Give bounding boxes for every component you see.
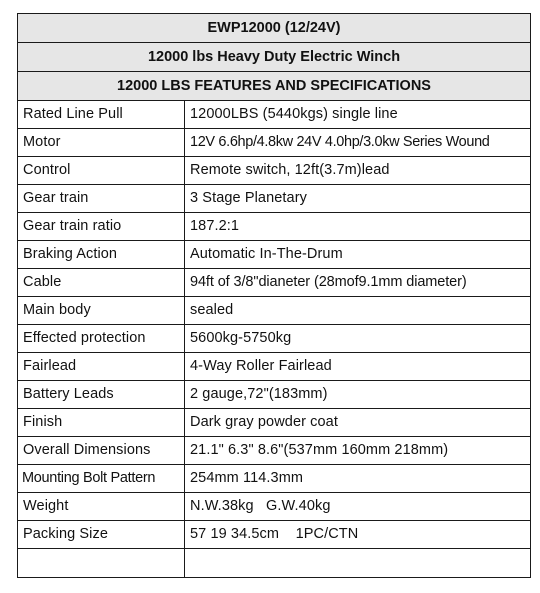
spec-value: Dark gray powder coat	[185, 409, 531, 437]
spec-row	[18, 213, 531, 241]
spec-row	[18, 325, 531, 353]
spec-value: 254mm 114.3mm	[185, 465, 531, 493]
spec-label: Gear train ratio	[18, 213, 185, 241]
spec-row	[18, 101, 531, 129]
empty-cell	[185, 549, 531, 578]
empty-row	[18, 549, 531, 578]
spec-value: Automatic In-The-Drum	[185, 241, 531, 269]
spec-value: 57 19 34.5cm 1PC/CTN	[185, 521, 531, 549]
spec-value: sealed	[185, 297, 531, 325]
product-title: 12000 lbs Heavy Duty Electric Winch	[18, 43, 531, 72]
spec-value: 21.1" 6.3" 8.6"(537mm 160mm 218mm)	[185, 437, 531, 465]
spec-label: Fairlead	[18, 353, 185, 381]
spec-row	[18, 465, 531, 493]
spec-label: Effected protection	[18, 325, 185, 353]
spec-label: Gear train	[18, 185, 185, 213]
header-row-title	[18, 43, 531, 72]
spec-row	[18, 185, 531, 213]
spec-value: 187.2:1	[185, 213, 531, 241]
spec-label: Rated Line Pull	[18, 101, 185, 129]
spec-label: Cable	[18, 269, 185, 297]
spec-value: Remote switch, 12ft(3.7m)lead	[185, 157, 531, 185]
spec-row	[18, 381, 531, 409]
spec-row	[18, 157, 531, 185]
spec-value: 3 Stage Planetary	[185, 185, 531, 213]
header-row-model	[18, 14, 531, 43]
spec-value: 12000LBS (5440kgs) single line	[185, 101, 531, 129]
spec-label: Overall Dimensions	[18, 437, 185, 465]
spec-value: 5600kg-5750kg	[185, 325, 531, 353]
spec-label: Mounting Bolt Pattern	[18, 465, 185, 493]
empty-cell	[18, 549, 185, 578]
header-row-section	[18, 72, 531, 101]
spec-label: Battery Leads	[18, 381, 185, 409]
model-heading: EWP12000 (12/24V)	[18, 14, 531, 43]
spec-label: Control	[18, 157, 185, 185]
spec-label: Finish	[18, 409, 185, 437]
spec-row	[18, 521, 531, 549]
spec-value: 94ft of 3/8"dianeter (28mof9.1mm diameter)	[185, 269, 531, 297]
spec-row	[18, 493, 531, 521]
spec-row	[18, 129, 531, 157]
spec-row	[18, 269, 531, 297]
section-heading: 12000 LBS FEATURES AND SPECIFICATIONS	[18, 72, 531, 101]
spec-label: Motor	[18, 129, 185, 157]
spec-row	[18, 409, 531, 437]
spec-value: N.W.38kg G.W.40kg	[185, 493, 531, 521]
spec-label: Main body	[18, 297, 185, 325]
spec-label: Weight	[18, 493, 185, 521]
spec-value: 4-Way Roller Fairlead	[185, 353, 531, 381]
spec-table	[17, 13, 531, 578]
spec-value: 12V 6.6hp/4.8kw 24V 4.0hp/3.0kw Series Wound	[185, 129, 531, 157]
spec-row	[18, 297, 531, 325]
spec-value: 2 gauge,72"(183mm)	[185, 381, 531, 409]
spec-row	[18, 353, 531, 381]
spec-label: Packing Size	[18, 521, 185, 549]
spec-label: Braking Action	[18, 241, 185, 269]
spec-row	[18, 437, 531, 465]
spec-row	[18, 241, 531, 269]
